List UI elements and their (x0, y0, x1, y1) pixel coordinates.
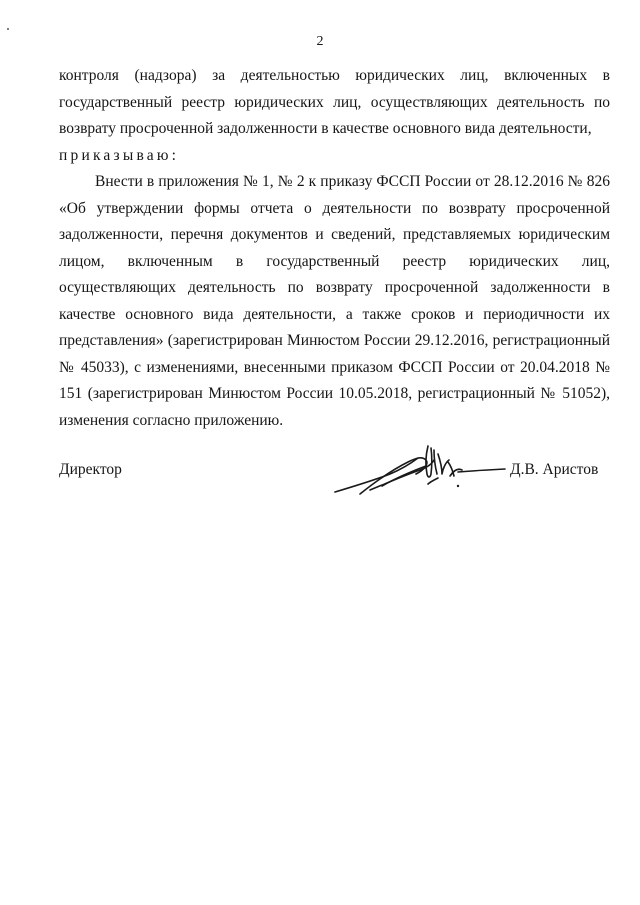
page-number: 2 (316, 34, 324, 49)
signer-name: Д.В. Аристов (510, 461, 599, 478)
margin-speck (7, 28, 9, 30)
order-keyword: приказываю: (59, 146, 180, 164)
paragraph-continuation-text: контроля (надзора) за деятельностью юридических лиц, включенных в государственный реестр юридических лиц, осуществляющих деятельность по возврату просроченной задолженности в качестве основного вида деятельности, (59, 67, 610, 137)
signature-block (0, 440, 640, 510)
paragraph-continuation (59, 63, 610, 169)
document-body (59, 63, 610, 434)
signer-position: Директор (59, 461, 122, 478)
paragraph-order: Внести в приложения № 1, № 2 к приказу ФССП России от 28.12.2016 № 826 «Об утверждении формы отчета о деятельности по возврату просроченной задолженности, перечня документов и сведений, представляемых юридическим лицом, включенным в государственный реестр юридических лиц, осуществляющих деятельность по возврату просроченной задолженности в качестве основного вида деятельности, а также сроков и периодичности их представления» (зарегистрирован Минюстом России 29.12.2016, регистрационный № 45033), с изменениями, внесенными приказом ФССП России от 20.04.2018 № 151 (зарегистрирован Минюстом России 10.05.2018, регистрационный № 51052), изменения согласно приложению. (59, 173, 610, 429)
handwritten-signature (330, 440, 510, 500)
